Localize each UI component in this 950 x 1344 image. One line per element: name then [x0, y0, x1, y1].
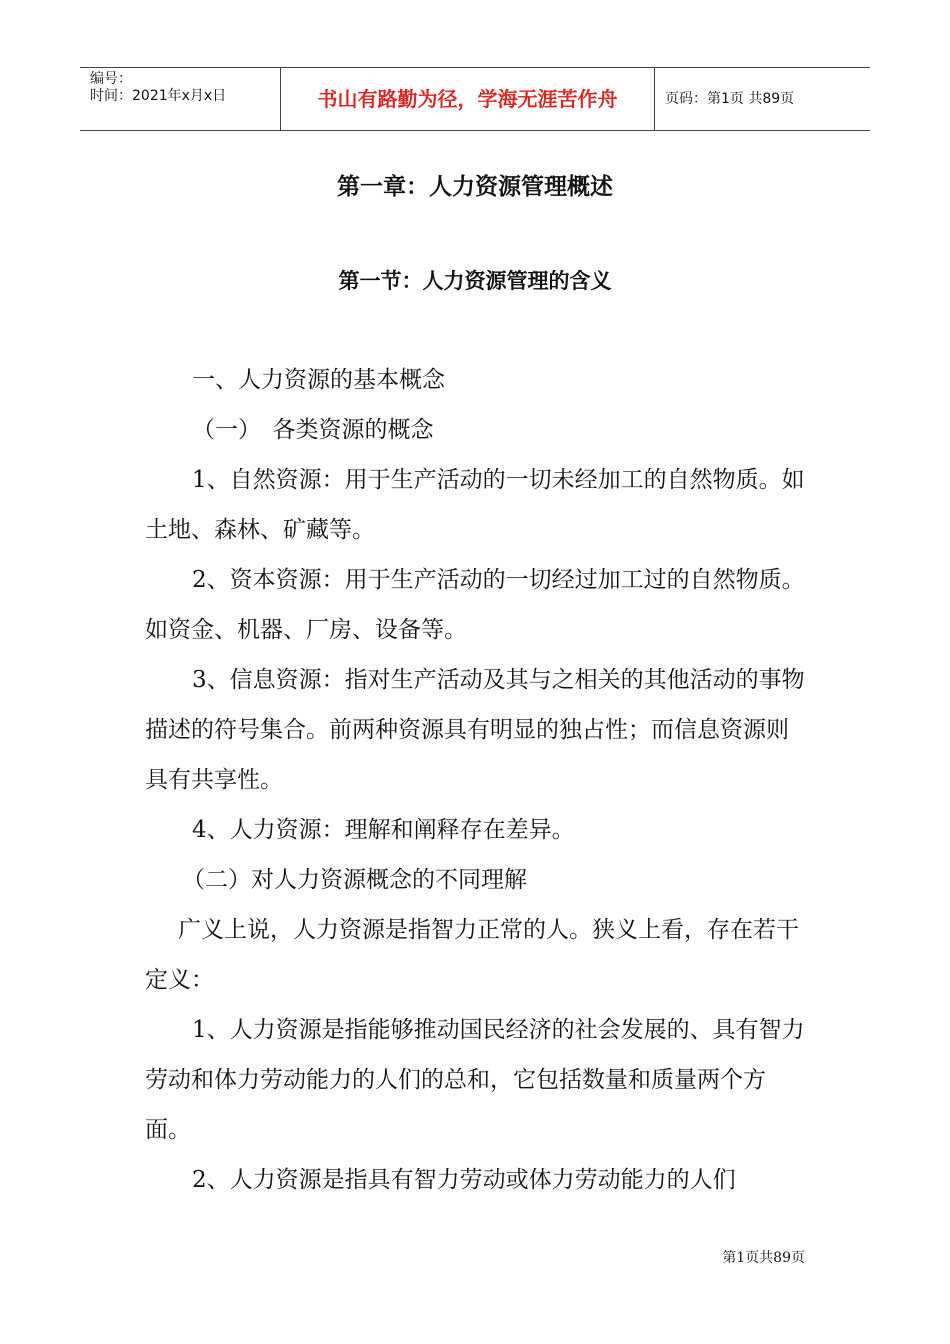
paragraph: 一、人力资源的基本概念: [192, 367, 445, 393]
paragraph: 2、资本资源：用于生产活动的一切经过加工过的自然物质。如资金、机器、厂房、设备等。: [145, 567, 805, 643]
paragraph: 3、信息资源：指对生产活动及其与之相关的其他活动的事物描述的符号集合。前两种资源具有明显的独占性；而信息资源则具有共享性。: [145, 667, 805, 793]
chapter-title: 第一章：人力资源管理概述: [337, 174, 613, 200]
paragraph: 广义上说，人力资源是指智力正常的人。狭义上看，存在若干定义：: [145, 917, 799, 993]
document-body: [145, 355, 810, 1205]
paragraph: （二）对人力资源概念的不同理解: [182, 867, 527, 893]
paragraph: 4、人力资源：理解和阐释存在差异。: [192, 817, 575, 843]
header-motto: 书山有路勤为径，学海无涯苦作舟: [281, 68, 655, 130]
section-title: 第一节：人力资源管理的含义: [338, 269, 612, 293]
paragraph: 1、自然资源：用于生产活动的一切未经加工的自然物质。如土地、森林、矿藏等。: [145, 467, 805, 543]
number-label: 编号：: [90, 71, 132, 87]
paragraph: （一） 各类资源的概念: [192, 417, 434, 443]
header-page-info: 页码：第1页 共89页: [665, 91, 795, 107]
time-label: 时间：2021年x月x日: [90, 88, 227, 104]
paragraph: 1、人力资源是指能够推动国民经济的社会发展的、具有智力劳动和体力劳动能力的人们的总和，它包括数量和质量两个方面。: [145, 1017, 805, 1143]
page-footer: 第1页共89页: [722, 1250, 805, 1266]
paragraph: 2、人力资源是指具有智力劳动或体力劳动能力的人们: [192, 1167, 736, 1193]
header-meta: [80, 68, 281, 130]
page-header: [80, 67, 870, 131]
